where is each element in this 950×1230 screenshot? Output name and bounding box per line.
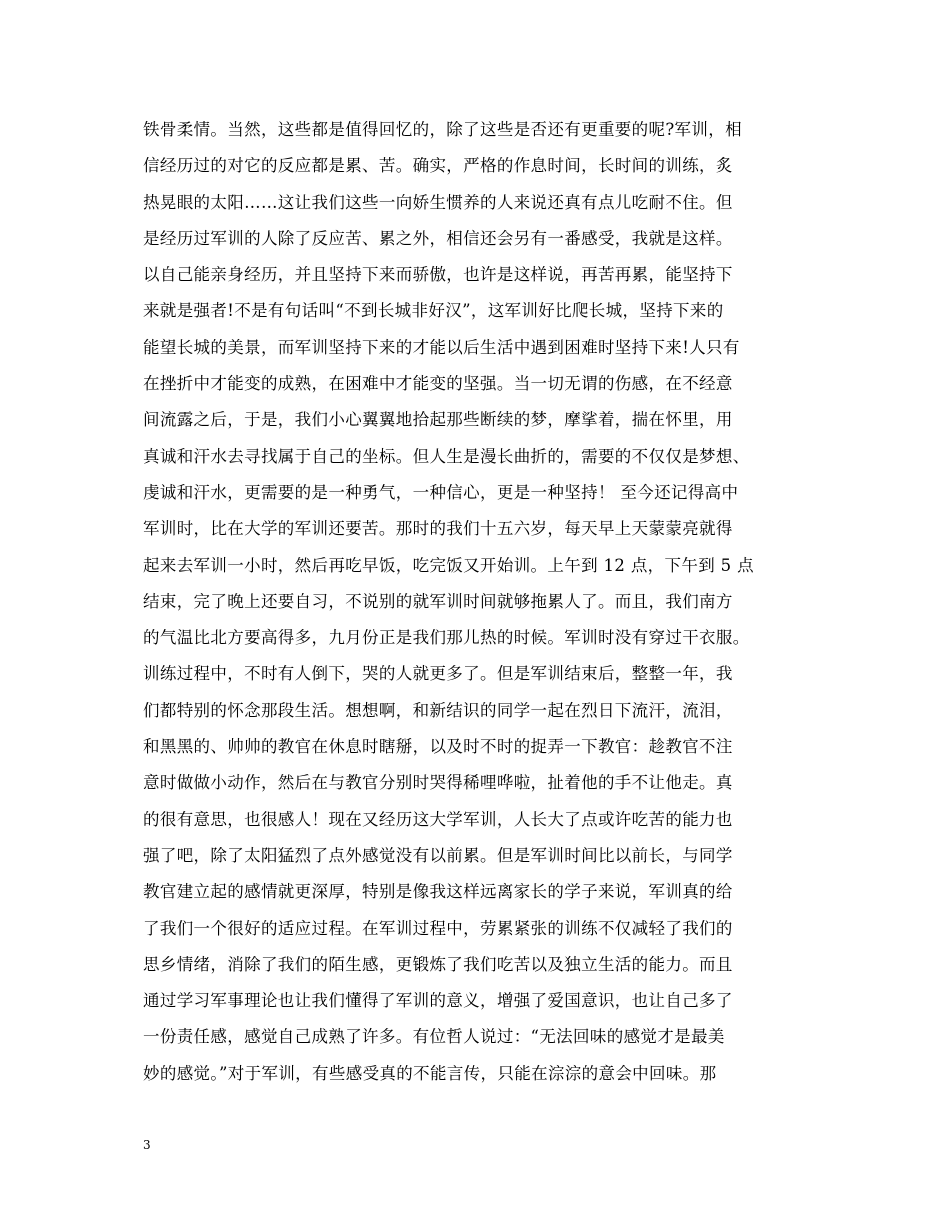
text-line: 虔诚和汗水，更需要的是一种勇气，一种信心，更是一种坚持！ 至今还记得高中: [143, 482, 739, 502]
text-line: 铁骨柔情。当然，这些都是值得回忆的，除了这些是否还有更重要的呢?军训，相: [143, 120, 742, 139]
text-line: 以自己能亲身经历，并且坚持下来而骄傲，也许是这样说，再苦再累，能坚持下: [143, 265, 733, 285]
text-line: 能望长城的美景，而军训坚持下来的才能以后生活中遇到困难时坚持下来!人只有: [143, 337, 740, 357]
text-line: 意时做做小动作，然后在与教官分别时哭得稀哩哗啦，扯着他的手不让他走。真: [143, 773, 733, 793]
text-line: 的气温比北方要高得多，九月份正是我们那儿热的时候。军训时没有穿过干衣服。: [143, 628, 750, 648]
text-line: 们都特别的怀念那段生活。想想啊，和新结识的同学一起在烈日下流汗，流泪，: [143, 700, 733, 720]
text-line: 妙的感觉。”对于军训，有些感受真的不能言传，只能在淙淙的意会中回味。那: [143, 1063, 717, 1083]
text-line: 热晃眼的太阳……这让我们这些一向娇生惯养的人来说还真有点儿吃耐不住。但: [143, 192, 733, 212]
text-line: 真诚和汗水去寻找属于自己的坐标。但人生是漫长曲折的，需要的不仅仅是梦想、: [143, 446, 750, 466]
text-line: 教官建立起的感情就更深厚，特别是像我这样远离家长的学子来说，军训真的给: [143, 882, 733, 902]
text-line: 起来去军训一小时，然后再吃早饭，吃完饭又开始训。上午到 12 点，下午到 5 点: [143, 555, 754, 575]
text-line: 信经历过的对它的反应都是累、苦。确实，严格的作息时间，长时间的训练，炙: [143, 156, 733, 176]
text-line: 通过学习军事理论也让我们懂得了军训的意义，增强了爱国意识，也让自己多了: [143, 991, 733, 1011]
text-line: 来就是强者!不是有句话叫“不到长城非好汉”，这军训好比爬长城，坚持下来的: [143, 301, 724, 321]
page-number: 3: [143, 1138, 151, 1152]
text-line: 思乡情绪，消除了我们的陌生感，更锻炼了我们吃苦以及独立生活的能力。而且: [143, 954, 733, 974]
text-line: 训练过程中，不时有人倒下，哭的人就更多了。但是军训结束后，整整一年，我: [143, 664, 733, 684]
text-line: 是经历过军训的人除了反应苦、累之外，相信还会另有一番感受，我就是这样。: [143, 228, 733, 248]
text-line: 强了吧，除了太阳猛烈了点外感觉没有以前累。但是军训时间比以前长，与同学: [143, 845, 733, 865]
text-line: 的很有意思，也很感人！现在又经历这大学军训，人长大了点或许吃苦的能力也: [143, 809, 733, 829]
text-line: 了我们一个很好的适应过程。在军训过程中，劳累紧张的训练不仅减轻了我们的: [143, 918, 733, 938]
text-line: 结束，完了晚上还要自习，不说别的就军训时间就够拖累人了。而且，我们南方: [143, 591, 733, 611]
text-line: 在挫折中才能变的成熟，在困难中才能变的坚强。当一切无谓的伤感，在不经意: [143, 374, 733, 394]
text-line: 和黑黑的、帅帅的教官在休息时瞎掰，以及时不时的捉弄一下教官：趁教官不注: [143, 737, 733, 757]
text-line: 一份责任感，感觉自己成熟了许多。有位哲人说过：“无法回味的感觉才是最美: [143, 1027, 725, 1047]
text-line: 间流露之后，于是，我们小心翼翼地拾起那些断续的梦，摩挲着，揣在怀里，用: [143, 410, 733, 430]
body-text: [143, 112, 823, 1092]
text-line: 军训时，比在大学的军训还要苦。那时的我们十五六岁，每天早上天蒙蒙亮就得: [143, 519, 733, 539]
